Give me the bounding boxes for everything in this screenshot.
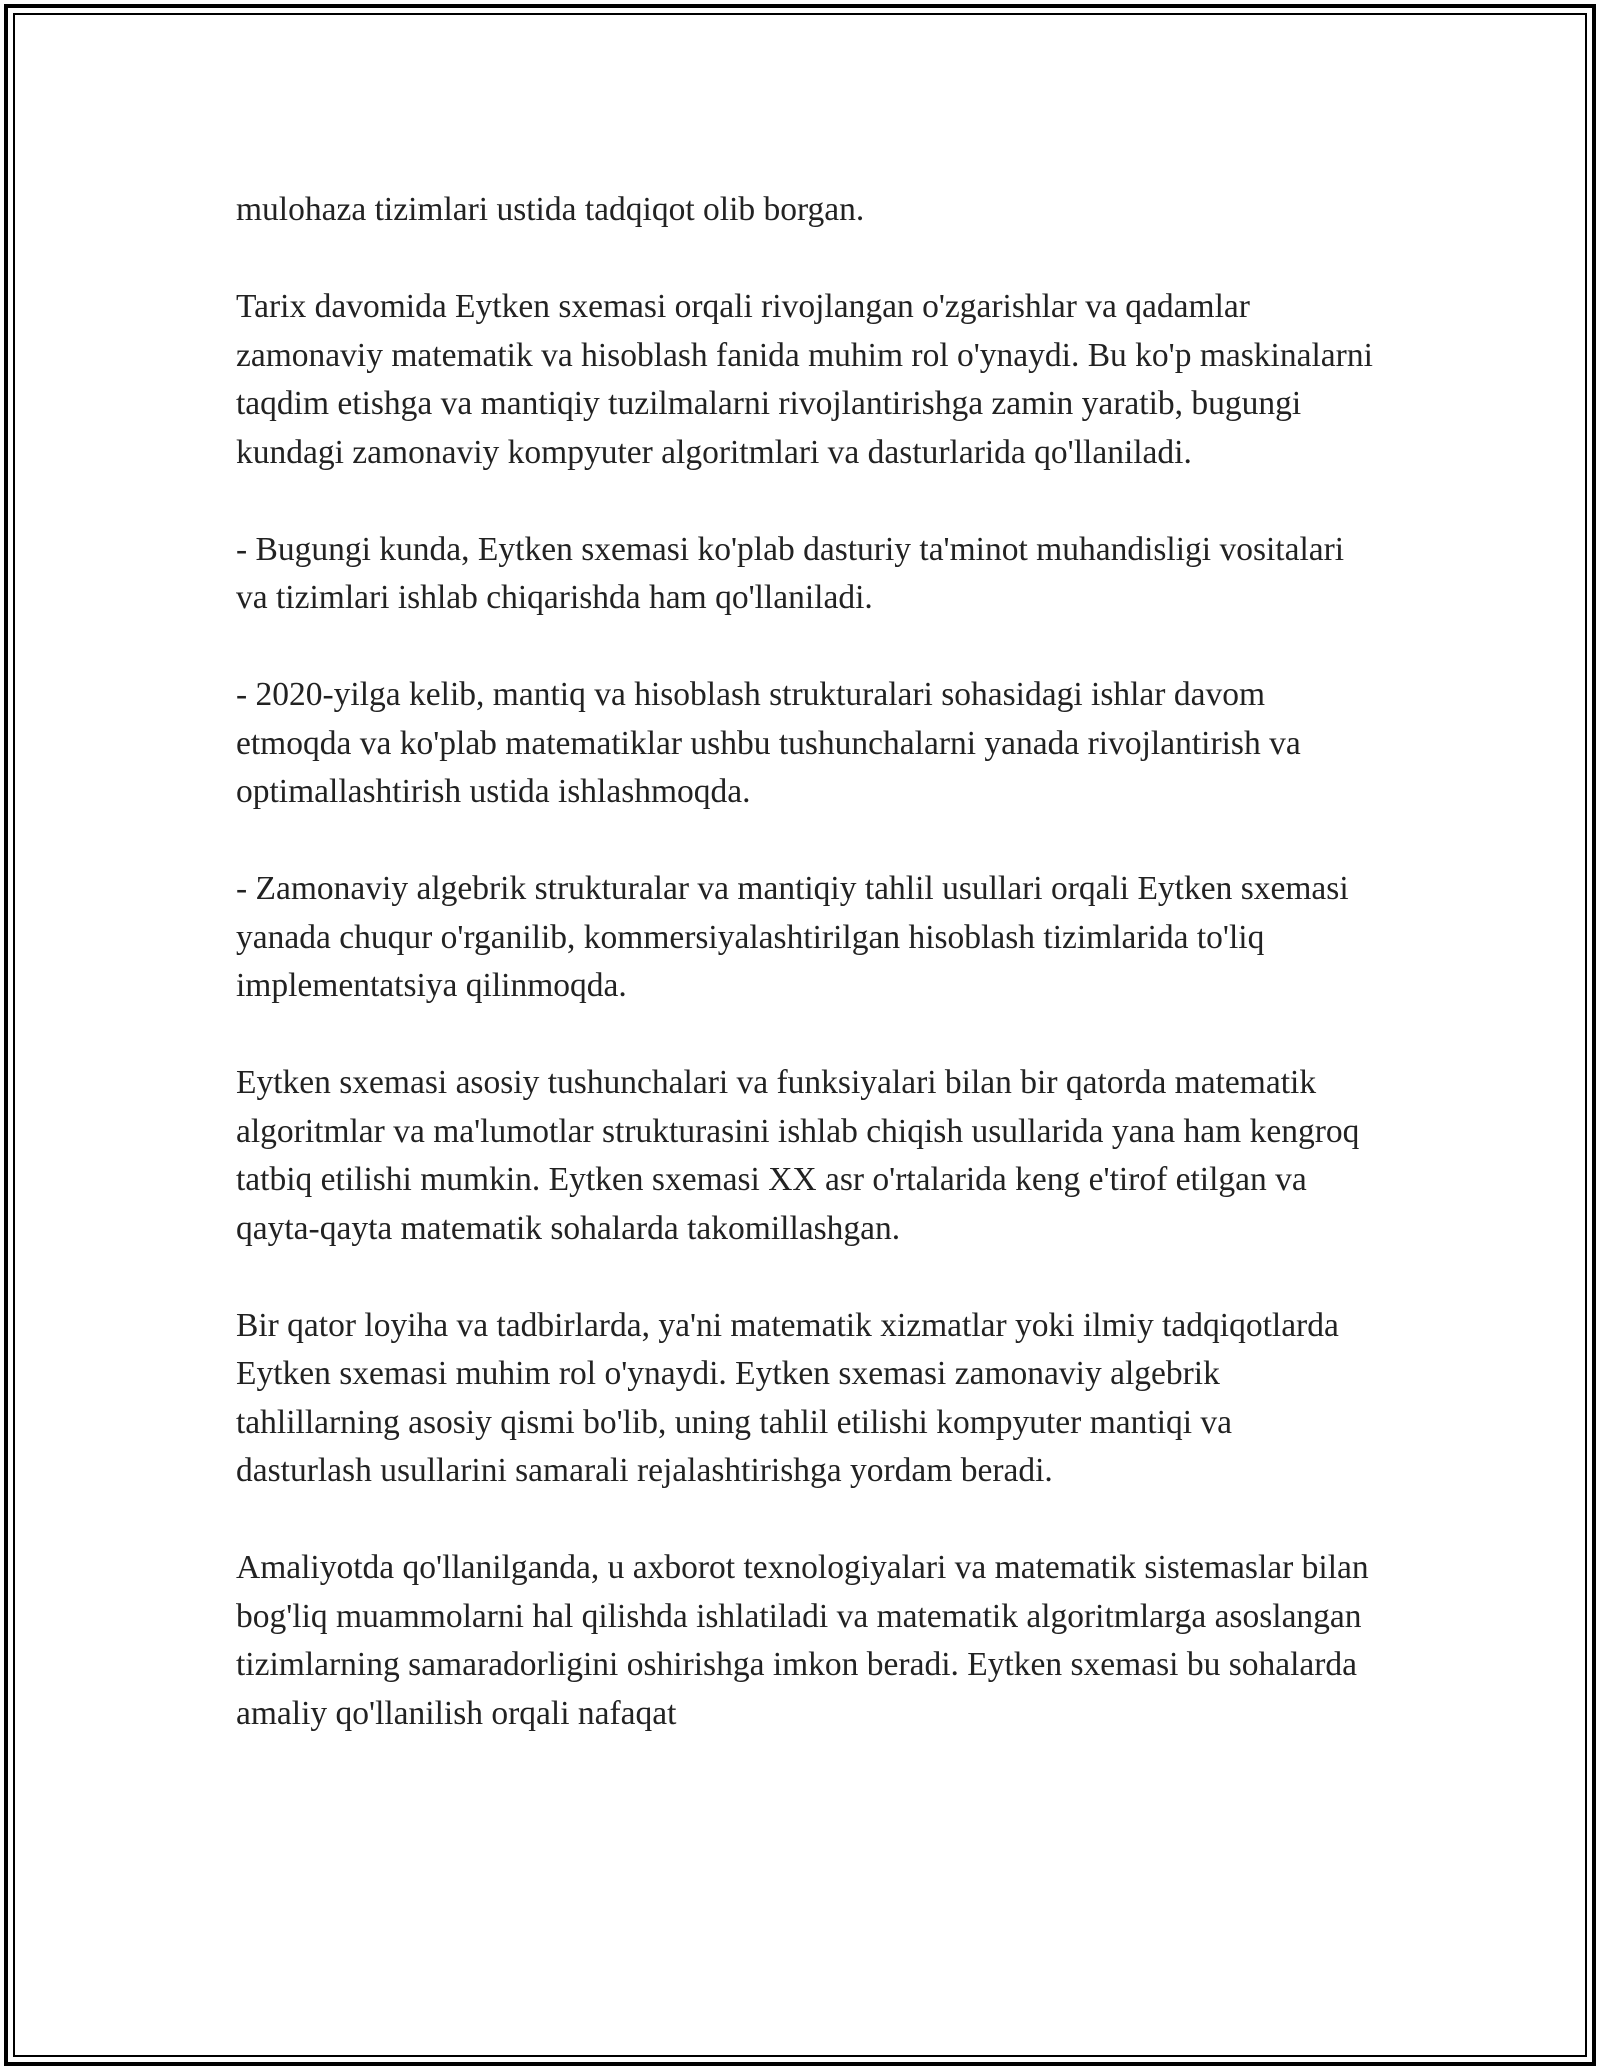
bullet-paragraph: - Zamonaviy algebrik strukturalar va mantiqiy tahlil usullari orqali Eytken sxemasi yanada chuqur o'rganilib, kommersiyalashtirilgan hisoblash tizimlarida to'liq implementatsiya qilinmoqda.	[236, 870, 1349, 1004]
bullet-paragraph: - Bugungi kunda, Eytken sxemasi ko'plab dasturiy ta'minot muhandisligi vositalari va tizimlari ishlab chiqarishda ham qo'llaniladi.	[236, 530, 1345, 616]
paragraph: mulohaza tizimlari ustida tadqiqot olib borgan.	[236, 191, 865, 228]
paragraph: Amaliyotda qo'llanilganda, u axborot texnologiyalari va matematik sistemaslar bilan bog'liq muammolarni hal qilishda ishlatiladi va matematik algoritmlarga asoslangan tizimlarning samaradorligini oshirishga imkon beradi. Eytken sxemasi bu sohalarda amaliy qo'llanilish orqali nafaqat	[236, 1549, 1369, 1732]
bullet-paragraph: - 2020-yilga kelib, mantiq va hisoblash strukturalari sohasidagi ishlar davom etmoqda va ko'plab matematiklar ushbu tushunchalarni yanada rivojlantirish va optimallashtirish ustida ishlashmoqda.	[236, 676, 1301, 810]
document-body	[236, 186, 1376, 1738]
paragraph: Eytken sxemasi asosiy tushunchalari va funksiyalari bilan bir qatorda matematik algoritmlar va ma'lumotlar strukturasini ishlab chiqish usullarida yana ham kengroq tatbiq etilishi mumkin. Eytken sxemasi XX asr o'rtalarida keng e'tirof etilgan va qayta-qayta matematik sohalarda takomillashgan.	[236, 1064, 1360, 1247]
paragraph: Bir qator loyiha va tadbirlarda, ya'ni matematik xizmatlar yoki ilmiy tadqiqotlarda Eytken sxemasi muhim rol o'ynaydi. Eytken sxemasi zamonaviy algebrik tahlillarning asosiy qismi bo'lib, uning tahlil etilishi kompyuter mantiqi va dasturlash usullarini samarali rejalashtirishga yordam beradi.	[236, 1306, 1339, 1489]
paragraph: Tarix davomida Eytken sxemasi orqali rivojlangan o'zgarishlar va qadamlar zamonaviy matematik va hisoblash fanida muhim rol o'ynaydi. Bu ko'p maskinalarni taqdim etishga va mantiqiy tuzilmalarni rivojlantirishga zamin yaratib, bugungi kundagi zamonaviy kompyuter algoritmlari va dasturlarida qo'llaniladi.	[236, 288, 1373, 471]
